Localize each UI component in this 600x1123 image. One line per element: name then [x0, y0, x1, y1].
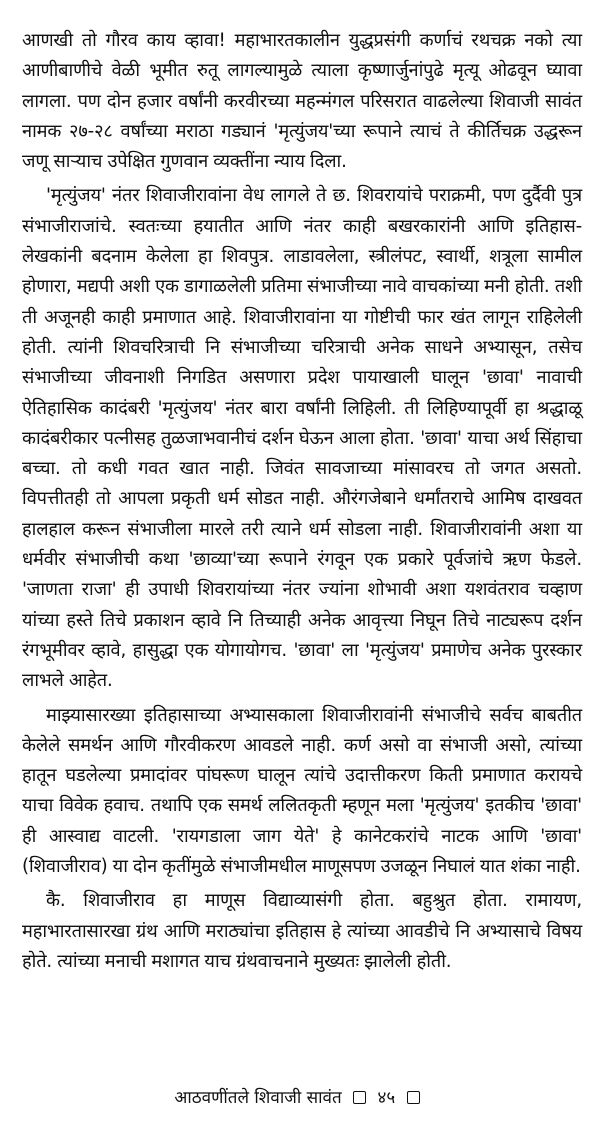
square-ornament-icon — [407, 1091, 420, 1104]
square-ornament-icon — [353, 1091, 366, 1104]
paragraph-3: माझ्यासारख्या इतिहासाच्या अभ्यासकाला शिवाजीरावांनी संभाजीचे सर्वच बाबतीत केलेले समर्थन आणि गौरवीकरण आवडले नाही. कर्ण असो वा संभाजी असो, त्यांच्या हातून घडलेल्या प्रमादांवर पांघरूण घालून त्यांचे उदात्तीकरण किती प्रमाणात करायचे याचा विवेक हवाच. तथापि एक समर्थ ललितकृती म्हणून मला 'मृत्युंजय' इतकीच 'छावा' ही आस्वाद्य वाटली. 'रायगडाला जाग येते' हे कानेटकरांचे नाटक आणि 'छावा' (शिवाजीराव) या दोन कृतींमुळे संभाजीमधील माणूसपण उजळून निघालं यात शंका नाही. — [22, 704, 582, 878]
paragraph-2: 'मृत्युंजय' नंतर शिवाजीरावांना वेध लागले ते छ. शिवरायांचे पराक्रमी, पण दुर्दैवी पुत्र संभाजीराजांचे. स्वतःच्या हयातीत आणि नंतर काही बखरकारांनी आणि इतिहास-लेखकांनी बदनाम केलेला हा शिवपुत्र. लाडावलेला, स्त्रीलंपट, स्वार्थी, शत्रूला सामील होणारा, मद्यपी अशी एक डागाळलेली प्रतिमा संभाजीच्या नावे वाचकांच्या मनी होती. तशी ती अजूनही काही प्रमाणात आहे. शिवाजीरावांना या गोष्टीची फार खंत लागून राहिलेली होती. त्यांनी शिवचरित्राची नि संभाजीच्या चरित्राची अनेक साधने अभ्यासून, तसेच संभाजीच्या जीवनाशी निगडित असणारा प्रदेश पायाखाली घालून 'छावा' नावाची ऐतिहासिक कादंबरी 'मृत्युंजय' नंतर बारा वर्षांनी लिहिली. ती लिहिण्यापूर्वी हा श्रद्धाळू कादंबरीकार पत्नीसह तुळजाभवानीचं दर्शन घेऊन आला होता. 'छावा' याचा अर्थ सिंहाचा बच्चा. तो कधी गवत खात नाही. जिवंत सावजाच्या मांसावरच तो जगत असतो. विपत्तीतही तो आपला प्रकृती धर्म सोडत नाही. औरंगजेबाने धर्मांतराचे आमिष दाखवत हालहाल करून संभाजीला मारले तरी त्याने धर्म सोडला नाही. शिवाजीरावांनी अशा या धर्मवीर संभाजीची कथा 'छाव्या'च्या रूपाने रंगवून एक प्रकारे पूर्वजांचे ऋण फेडले. 'जाणता राजा' ही उपाधी शिवरायांच्या नंतर ज्यांना शोभावी अशा यशवंतराव चव्हाण यांच्या हस्ते तिचे प्रकाशन व्हावे नि तिच्याही अनेक आवृत्त्या निघून तिचे नाट्यरूप दर्शन रंगभूमीवर व्हावे, हासुद्धा एक योगायोगच. 'छावा' ला 'मृत्युंजय' प्रमाणेच अनेक पुरस्कार लाभले आहेत. — [22, 185, 582, 692]
paragraph-4: कै. शिवाजीराव हा माणूस विद्याव्यासंगी होता. बहुश्रुत होता. रामायण, महाभारतासारखा ग्रंथ आणि मराठ्यांचा इतिहास हे त्यांच्या आवडीचे नि अभ्यासाचे विषय होते. त्यांच्या मनाची मशागत याच ग्रंथवाचनाने मुख्यतः झालेली होती. — [22, 890, 582, 972]
footer-book-title: आठवणींतले शिवाजी सावंत — [174, 1088, 342, 1108]
footer-page-number: ४५ — [377, 1088, 396, 1108]
page-footer — [0, 1086, 600, 1110]
page-body — [22, 26, 582, 1066]
paragraph-1: आणखी तो गौरव काय व्हावा! महाभारतकालीन युद्धप्रसंगी कर्णाचं रथचक्र नको त्या आणीबाणीचे वेळी भूमीत रुतू लागल्यामुळे त्याला कृष्णार्जुनांपुढे मृत्यू ओढवून घ्यावा लागला. पण दोन हजार वर्षांनी करवीरच्या महन्मंगल परिसरात वाढलेल्या शिवाजी सावंत नामक २७-२८ वर्षांच्या मराठा गड्यानं 'मृत्युंजय'च्या रूपाने त्याचं ते कीर्तिचक्र उद्धरून जणू साऱ्याच उपेक्षित गुणवान व्यक्तींना न्याय दिला. — [22, 30, 582, 173]
